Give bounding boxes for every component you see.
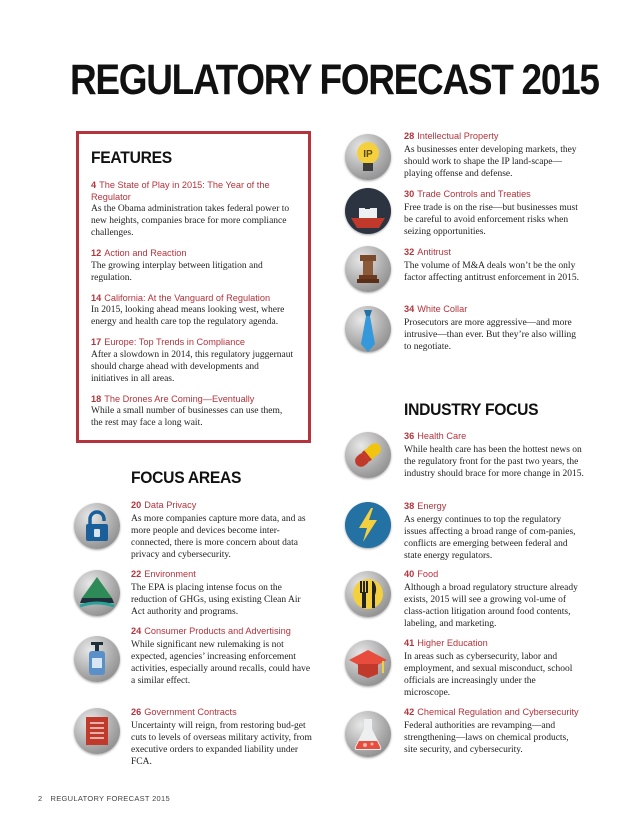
- feature-description: After a slowdown in 2014, this regulatory juggernaut should charge ahead with developments and initiatives in all areas.: [91, 349, 294, 384]
- focus-area-item[interactable]: [131, 707, 316, 768]
- padlock-icon: [74, 503, 120, 549]
- page-footer: [38, 794, 170, 803]
- focus-page-number: 20: [131, 500, 142, 510]
- mountain-icon: [74, 570, 120, 616]
- industry-title[interactable]: Food: [417, 569, 439, 579]
- footer-page-number: 2: [38, 794, 43, 803]
- feature-item[interactable]: [91, 293, 296, 329]
- focus-page-number: 24: [131, 626, 142, 636]
- industry-page-number: 36: [404, 431, 415, 441]
- industry-description: Although a broad regulatory structure already exists, 2015 will see a growing vol-ume of class-action litigation around food contents, labeling, and marketing.: [404, 582, 578, 629]
- focus-description: Uncertainty will reign, from restoring bud-get cuts to levels of overseas military activity, from executive orders to expanded liability under FCA.: [131, 720, 312, 767]
- focus-page-number: 32: [404, 247, 415, 257]
- focus-area-item[interactable]: [131, 626, 316, 687]
- industry-focus-heading: INDUSTRY FOCUS: [404, 400, 539, 419]
- focus-page-number: 34: [404, 304, 415, 314]
- feature-item[interactable]: [91, 180, 296, 239]
- focus-description: As businesses enter developing markets, they should work to shape the IP land-scape—playing offense and defense.: [404, 144, 577, 179]
- industry-description: Federal authorities are revamping—and strengthening—laws on chemical products, site security, and cybersecurity.: [404, 720, 569, 755]
- focus-title[interactable]: Intellectual Property: [417, 131, 499, 141]
- necktie-icon: [345, 306, 391, 352]
- feature-page-number: 17: [91, 337, 102, 347]
- graduation-cap-icon: [345, 640, 391, 686]
- feature-description: While a small number of businesses can use them, the rest may face a long wait.: [91, 406, 283, 428]
- industry-description: In areas such as cybersecurity, labor and employment, and sexual misconduct, school officials are increasingly under the microscope.: [404, 651, 573, 698]
- flask-icon: [345, 711, 391, 757]
- focus-title[interactable]: Government Contracts: [144, 707, 237, 717]
- focus-page-number: 22: [131, 569, 142, 579]
- industry-description: While health care has been the hottest news on the regulatory front for the past two years, the industry should brace for more change in 2015.: [404, 444, 584, 479]
- industry-title[interactable]: Health Care: [417, 431, 467, 441]
- focus-description: While significant new rulemaking is not expected, agencies’ increasing enforcement activities, especially around recalls, could have a similar effect.: [131, 639, 311, 686]
- industry-page-number: 42: [404, 707, 415, 717]
- industry-item[interactable]: [404, 431, 584, 480]
- feature-title[interactable]: The Drones Are Coming—Eventually: [104, 393, 255, 404]
- focus-area-item[interactable]: [404, 247, 584, 284]
- industry-item[interactable]: [404, 707, 584, 756]
- feature-description: In 2015, looking ahead means looking west, where energy and health care top the regulatory agenda.: [91, 305, 285, 327]
- features-list: [91, 180, 296, 429]
- features-box: [76, 131, 311, 443]
- focus-areas-heading: FOCUS AREAS: [131, 468, 242, 487]
- focus-page-number: 28: [404, 131, 415, 141]
- ship-icon: [345, 188, 391, 234]
- industry-title[interactable]: Chemical Regulation and Cybersecurity: [417, 707, 579, 717]
- chess-rook-icon: [345, 246, 391, 292]
- feature-description: As the Obama administration takes federal power to new heights, companies brace for more compliance challenges.: [91, 204, 290, 238]
- feature-page-number: 18: [91, 393, 102, 404]
- feature-page-number: 4: [91, 180, 97, 190]
- feature-description: The growing interplay between litigation and regulation.: [91, 260, 263, 283]
- feature-item[interactable]: [91, 394, 296, 430]
- focus-title[interactable]: Antitrust: [417, 247, 451, 257]
- page-title: REGULATORY FORECAST 2015: [70, 56, 599, 104]
- fork-knife-icon: [345, 571, 391, 617]
- focus-title[interactable]: White Collar: [417, 304, 468, 314]
- industry-page-number: 40: [404, 569, 415, 579]
- focus-page-number: 30: [404, 189, 415, 199]
- focus-description: Free trade is on the rise—but businesses must be careful to avoid enforcement risks when seizing opportunities.: [404, 202, 578, 237]
- industry-item[interactable]: [404, 638, 584, 699]
- pump-bottle-icon: [74, 636, 120, 682]
- focus-area-item[interactable]: [404, 131, 584, 180]
- industry-page-number: 41: [404, 638, 415, 648]
- focus-area-item[interactable]: [131, 569, 316, 618]
- focus-area-item[interactable]: [131, 500, 316, 561]
- focus-description: Prosecutors are more aggressive—and more intrusive—than ever. But they’re also willing to negotiate.: [404, 317, 577, 352]
- lightning-icon: [345, 502, 391, 548]
- feature-page-number: 14: [91, 292, 102, 303]
- lightbulb-ip-icon: [345, 134, 391, 180]
- industry-item[interactable]: [404, 569, 584, 630]
- feature-title[interactable]: The State of Play in 2015: The Year of the Regulator: [91, 180, 270, 202]
- pill-icon: [345, 432, 391, 478]
- feature-item[interactable]: [91, 337, 296, 385]
- focus-description: The EPA is placing intense focus on the reduction of GHGs, using existing Clean Air Act authority and programs.: [131, 582, 301, 617]
- industry-page-number: 38: [404, 501, 415, 511]
- feature-title[interactable]: Europe: Top Trends in Compliance: [104, 337, 246, 347]
- bulb-text: IP: [363, 149, 373, 160]
- industry-item[interactable]: [404, 501, 584, 562]
- feature-title[interactable]: Action and Reaction: [104, 248, 187, 258]
- features-heading: FEATURES: [91, 148, 172, 167]
- focus-area-item[interactable]: [404, 304, 584, 353]
- focus-title[interactable]: Data Privacy: [144, 500, 197, 510]
- focus-description: As more companies capture more data, and as more people and devices become inter-connected, there is more concern about data privacy and cybersecurity.: [131, 513, 306, 560]
- focus-title[interactable]: Consumer Products and Advertising: [144, 626, 291, 636]
- feature-page-number: 12: [91, 248, 102, 258]
- focus-description: The volume of M&A deals won’t be the only factor affecting antitrust enforcement in 2015.: [404, 260, 579, 283]
- industry-description: As energy continues to top the regulatory issues affecting a broad range of com-panies, conflicts are emerging between federal and state energy regulators.: [404, 514, 576, 561]
- industry-title[interactable]: Higher Education: [417, 638, 488, 648]
- document-icon: [74, 708, 120, 754]
- feature-title[interactable]: California: At the Vanguard of Regulation: [104, 292, 271, 303]
- focus-title[interactable]: Environment: [144, 569, 196, 579]
- feature-item[interactable]: [91, 248, 296, 284]
- focus-title[interactable]: Trade Controls and Treaties: [417, 189, 531, 199]
- focus-page-number: 26: [131, 707, 142, 717]
- focus-area-item[interactable]: [404, 189, 584, 238]
- industry-title[interactable]: Energy: [417, 501, 447, 511]
- footer-label: REGULATORY FORECAST 2015: [50, 794, 170, 803]
